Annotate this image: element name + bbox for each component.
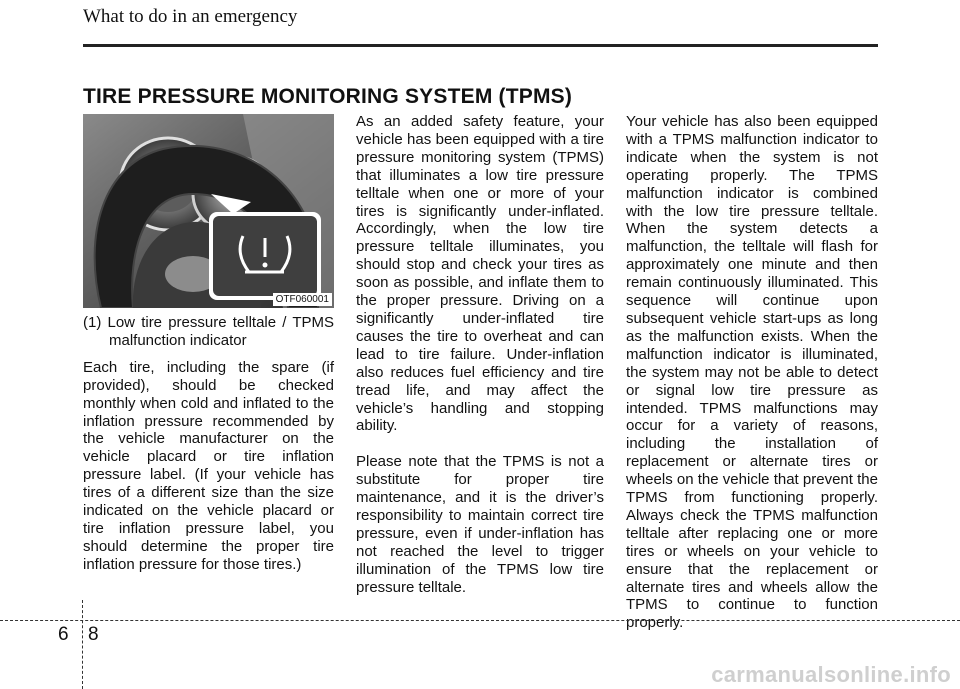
paragraph: Your vehicle has also been equipped with a TPMS malfunction indicator to indicate when the system is not operating properly. The TPMS malfunction indicator is combined with the low tire pressure telltale. When the system detects a malfunction, the telltale will flash for approximately one minute and then remain continuously illuminated. This sequence will continue upon subsequent vehicle start-ups as long as the malfunction exists. When the malfunction indicator is illuminated, the system may not be able to detect or signal low tire pressure as intended. TPMS malfunctions may occur for a variety of reasons, including the installation of replacement or alternate tires or wheels on the vehicle that prevent the TPMS from functioning properly. Always check the TPMS malfunction telltale after replacing one or more tires or wheels on your vehicle to ensure that the replacement or alternate tires and wheels allow the TPMS to continue to function properly. bbox=[626, 113, 878, 632]
paragraph: Each tire, including the spare (if provided), should be checked monthly when cold and inflated to the inflation pressure recommended by the vehicle manufacturer on the vehicle placard or tire inflation pressure label. (If your vehicle has tires of a different size than the size indicated on the vehicle placard or tire inflation pressure label, you should determine the proper tire inflation pressure for those tires.) bbox=[83, 358, 334, 573]
header-rule bbox=[83, 44, 878, 47]
paragraph: As an added safety feature, your vehicle has been equipped with a tire pressure monitoring system (TPMS) that illuminates a low tire pressure telltale when one or more of your tires is significantly under-inflated. Accordingly, when the low tire pressure telltale illuminates, you should stop and check your tires as soon as possible, and inflate them to the proper pressure. Driving on a significantly under-inflated tire causes the tire to overheat and can lead to tire failure. Under-inflation also reduces fuel efficiency and tire tread life, and may affect the vehicle’s handling and stopping ability. bbox=[356, 113, 604, 435]
footer-rule bbox=[0, 620, 960, 621]
chapter-number: 6 bbox=[58, 624, 69, 645]
footer-divider bbox=[82, 600, 83, 689]
header-title: What to do in an emergency bbox=[83, 6, 298, 27]
dashboard-figure bbox=[83, 114, 334, 308]
column-1 bbox=[83, 314, 334, 574]
watermark: carmanualsonline.info bbox=[711, 662, 951, 687]
section-title: TIRE PRESSURE MONITORING SYSTEM (TPMS) bbox=[83, 85, 573, 108]
figure-code: OTF060001 bbox=[273, 293, 332, 306]
column-3 bbox=[626, 113, 878, 632]
figure-caption: (1) Low tire pressure telltale / TPMS malfunction indicator bbox=[83, 314, 334, 349]
column-2 bbox=[356, 113, 604, 597]
dashboard-illustration bbox=[83, 114, 334, 308]
page-number: 8 bbox=[88, 624, 99, 645]
paragraph: Please note that the TPMS is not a substitute for proper tire maintenance, and it is the driver’s responsibility to maintain correct tire pressure, even if under-inflation has not reached the level to trigger illumination of the TPMS low tire pressure telltale. bbox=[356, 453, 604, 596]
